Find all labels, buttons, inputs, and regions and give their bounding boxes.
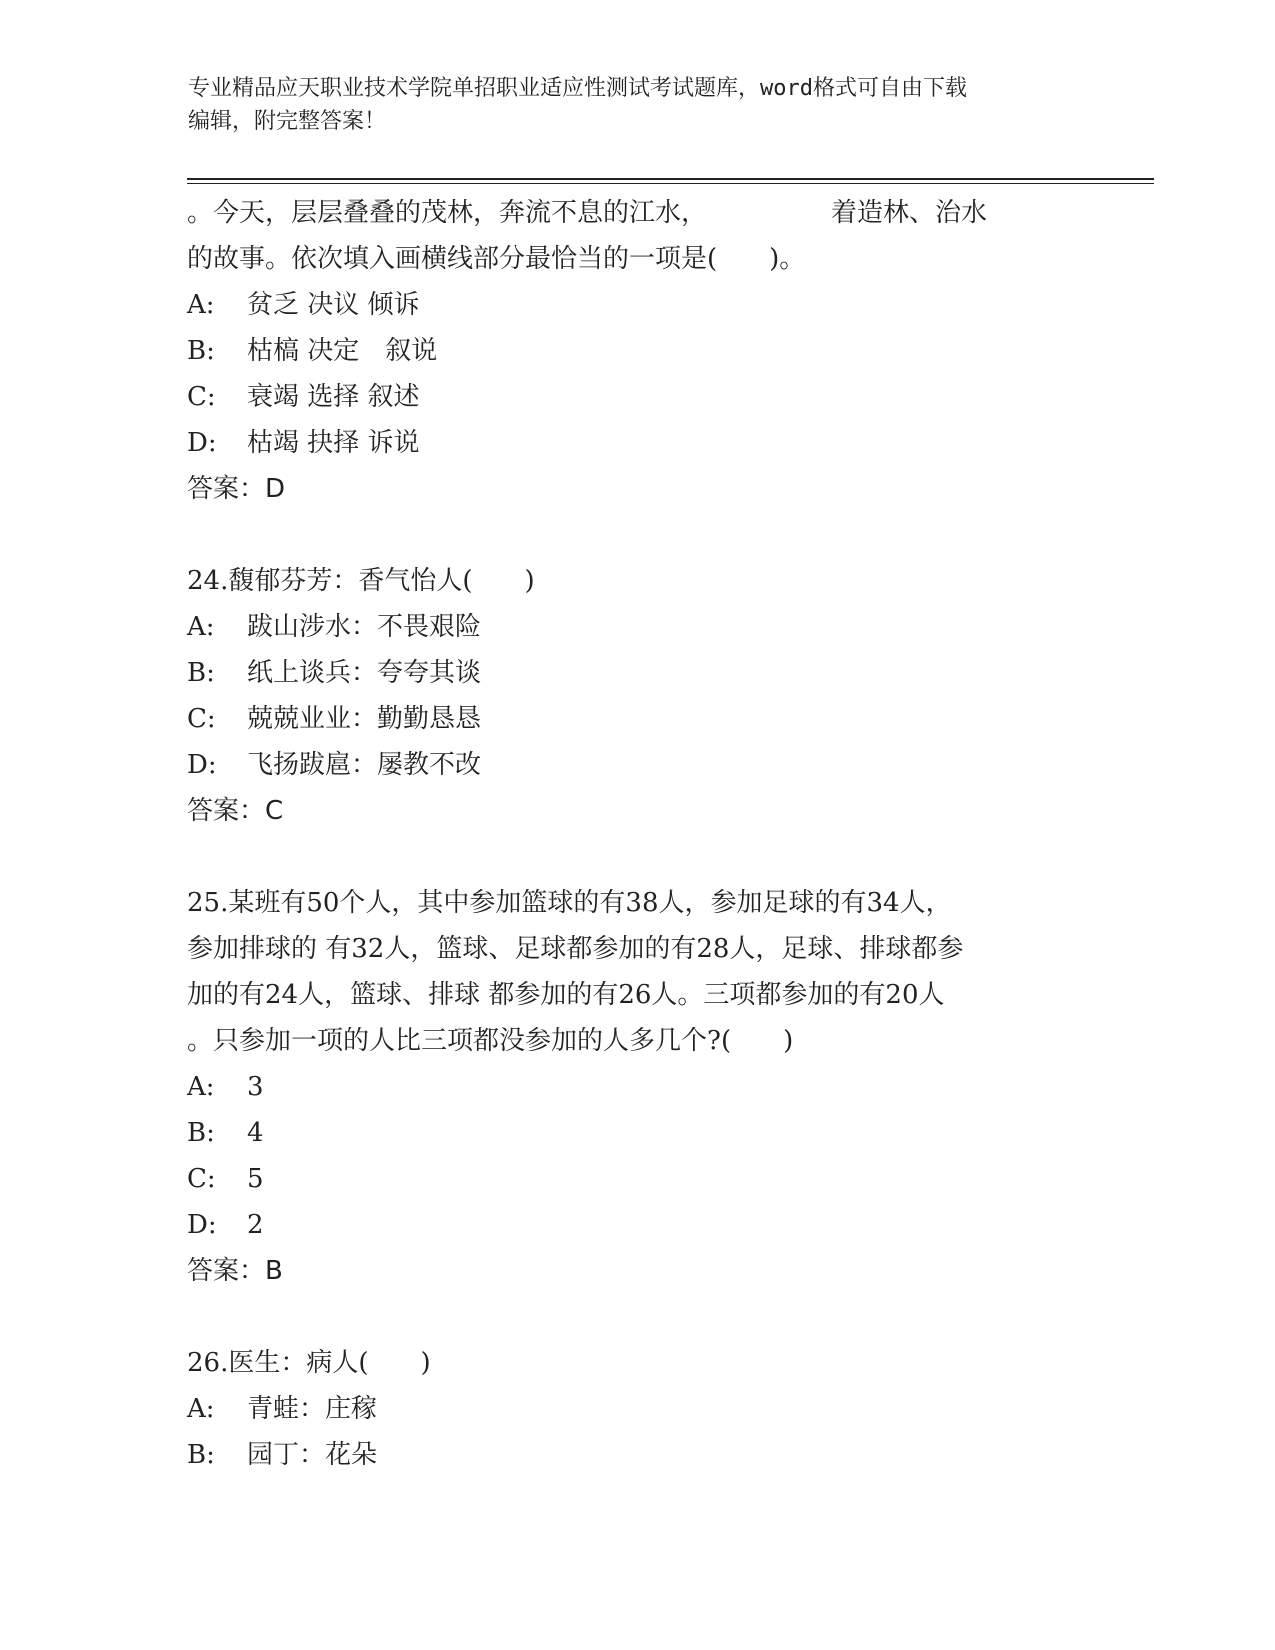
- option-label: B:: [187, 658, 215, 688]
- option-label: A:: [187, 612, 215, 642]
- option-b: [187, 328, 1087, 374]
- question-25-line-2: 参加排球的 有32人，篮球、足球都参加的有28人，足球、排球都参: [187, 934, 964, 964]
- question-23: [187, 190, 1087, 512]
- option-label: D:: [187, 750, 217, 780]
- question-26: [187, 1340, 1087, 1478]
- option-text: 园丁：花朵: [247, 1440, 378, 1470]
- option-text: 飞扬跋扈：屡教不改: [247, 750, 482, 780]
- option-c: [187, 374, 1087, 420]
- option-text: 3: [247, 1072, 264, 1102]
- option-a: [187, 604, 1087, 650]
- spacer: [187, 834, 1087, 880]
- header-divider-thick: [187, 178, 1154, 180]
- option-a: [187, 1064, 1087, 1110]
- option-label: C:: [187, 1164, 216, 1194]
- question-23-line-1a: 。今天，层层叠叠的茂林，奔流不息的江水，: [187, 198, 708, 228]
- question-25-line-1: 25.某班有50个人，其中参加篮球的有38人，参加足球的有34人，: [187, 888, 952, 918]
- option-b: [187, 1432, 1087, 1478]
- header-divider-thin: [187, 183, 1154, 184]
- option-label: A:: [187, 1394, 215, 1424]
- option-text: 青蛙：庄稼: [247, 1394, 378, 1424]
- option-text: 5: [247, 1164, 264, 1194]
- option-d: [187, 420, 1087, 466]
- document-header: [188, 72, 1088, 138]
- question-25-line-3: 加的有24人，篮球、排球 都参加的有26人。三项都参加的有20人: [187, 980, 945, 1010]
- option-text: 枯竭 抉择 诉说: [247, 428, 420, 458]
- option-label: D:: [187, 1210, 217, 1240]
- option-b: [187, 1110, 1087, 1156]
- question-content: [187, 190, 1087, 1478]
- answer-line: 答案：C: [187, 796, 284, 826]
- question-23-line-1b: 着造林、治水: [831, 198, 988, 228]
- option-c: [187, 696, 1087, 742]
- option-text: 衰竭 选择 叙述: [247, 382, 420, 412]
- question-24-stem: 24.馥郁芬芳：香气怡人( ): [187, 566, 535, 596]
- option-text: 枯槁 决定 叙说: [247, 336, 438, 366]
- option-text: 2: [247, 1210, 264, 1240]
- spacer: [187, 1294, 1087, 1340]
- question-23-line-1: [187, 190, 1087, 236]
- option-text: 纸上谈兵：夸夸其谈: [247, 658, 482, 688]
- option-label: A:: [187, 290, 215, 320]
- option-label: B:: [187, 1440, 215, 1470]
- question-26-stem: 26.医生：病人( ): [187, 1348, 431, 1378]
- option-d: [187, 1202, 1087, 1248]
- option-text: 兢兢业业：勤勤恳恳: [247, 704, 482, 734]
- option-label: B:: [187, 1118, 215, 1148]
- question-24: [187, 558, 1087, 834]
- option-a: [187, 282, 1087, 328]
- option-label: B:: [187, 336, 215, 366]
- option-text: 4: [247, 1118, 264, 1148]
- option-label: D:: [187, 428, 217, 458]
- header-line-1: 专业精品应天职业技术学院单招职业适应性测试考试题库，word格式可自由下载: [188, 76, 967, 101]
- question-25: [187, 880, 1087, 1294]
- header-line-2: 编辑，附完整答案！: [188, 109, 387, 134]
- option-label: A:: [187, 1072, 215, 1102]
- question-25-line-4: 。只参加一项的人比三项都没参加的人多几个?( ): [187, 1026, 794, 1056]
- spacer: [187, 512, 1087, 558]
- option-label: C:: [187, 382, 216, 412]
- option-text: 跋山涉水：不畏艰险: [247, 612, 482, 642]
- option-b: [187, 650, 1087, 696]
- option-c: [187, 1156, 1087, 1202]
- option-text: 贫乏 决议 倾诉: [247, 290, 420, 320]
- option-label: C:: [187, 704, 216, 734]
- answer-line: 答案：D: [187, 474, 286, 504]
- option-a: [187, 1386, 1087, 1432]
- option-d: [187, 742, 1087, 788]
- answer-line: 答案：B: [187, 1256, 283, 1286]
- question-23-line-2: 的故事。依次填入画横线部分最恰当的一项是( )。: [187, 244, 806, 274]
